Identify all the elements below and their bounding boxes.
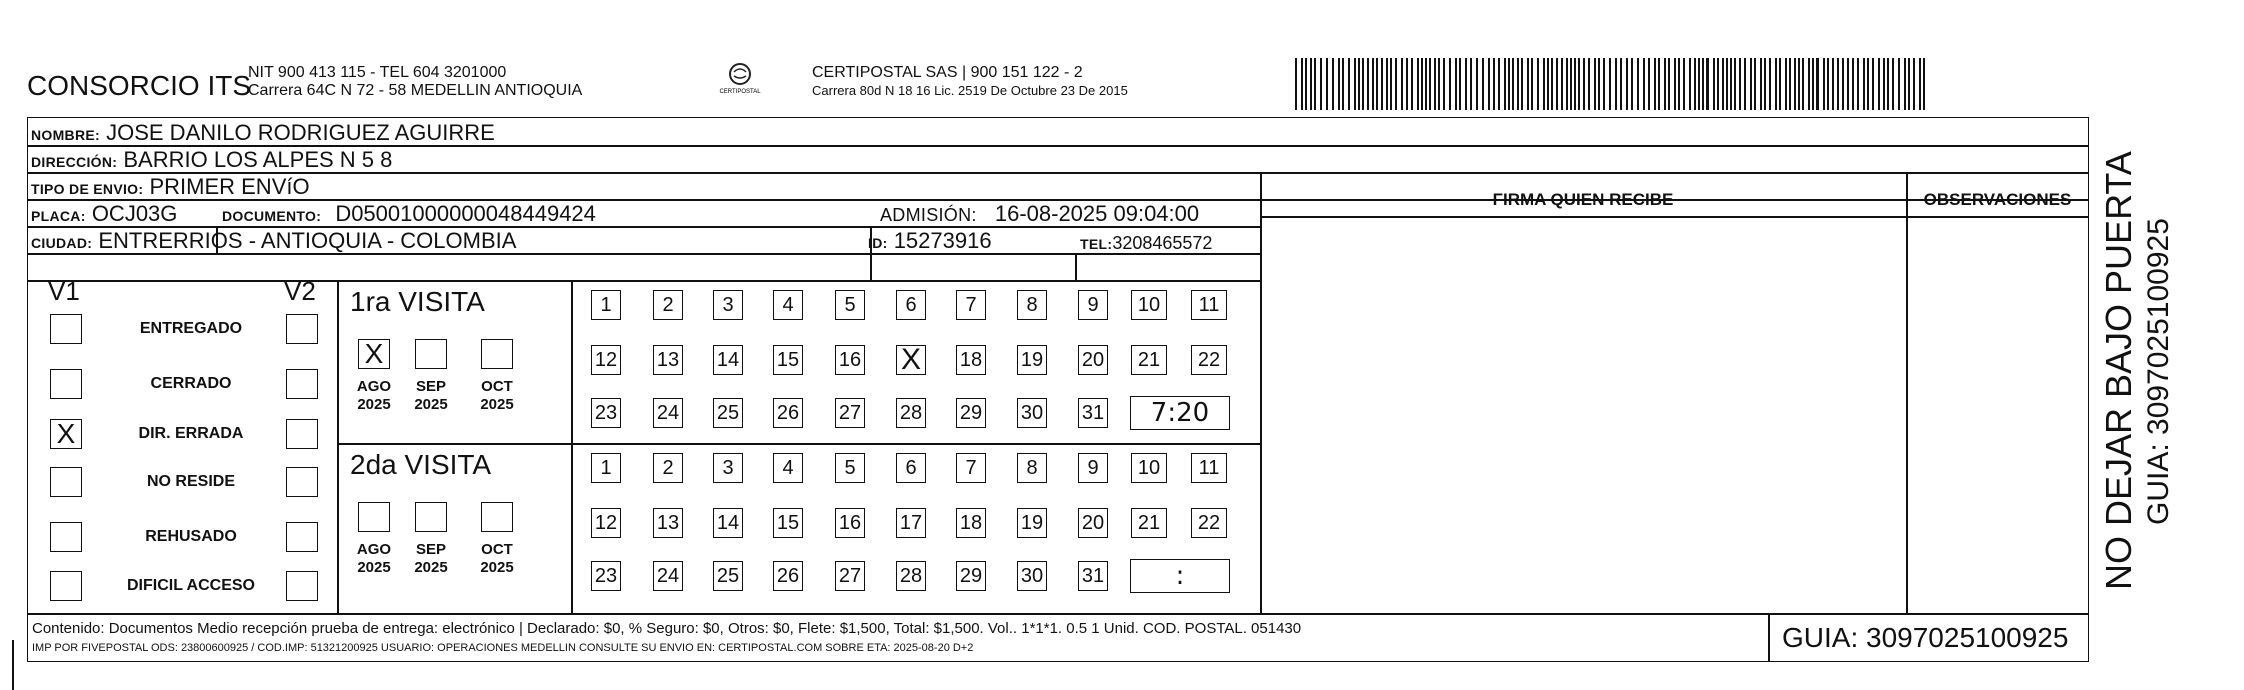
barcode-bar xyxy=(1417,58,1419,110)
day-box[interactable]: 15 xyxy=(773,508,803,538)
barcode-bar xyxy=(1816,58,1819,110)
barcode-bar xyxy=(1904,58,1906,110)
barcode-bar xyxy=(1488,58,1490,110)
month-label xyxy=(348,541,400,577)
barcode-bar xyxy=(1643,58,1645,110)
v2-checkbox[interactable] xyxy=(286,314,318,344)
documento-value: D05001000000048449424 xyxy=(335,201,596,226)
placa-value: OCJ03G xyxy=(91,201,178,226)
barcode-bar xyxy=(1739,58,1741,110)
barcode-bar xyxy=(1401,58,1403,110)
barcode-bar xyxy=(1449,58,1451,110)
nombre-label: NOMBRE: xyxy=(31,127,100,143)
v2-checkbox[interactable] xyxy=(286,467,318,497)
barcode-bar xyxy=(1698,58,1700,110)
barcode-bar xyxy=(1847,58,1849,110)
barcode-bar xyxy=(1561,58,1563,110)
side-notice: NO DEJAR BAJO PUERTA xyxy=(2098,151,2139,590)
barcode-bar xyxy=(1338,58,1340,110)
barcode-bar xyxy=(1314,58,1316,110)
barcode-bar xyxy=(1551,58,1553,110)
documento-label: DOCUMENTO: xyxy=(222,208,322,224)
barcode-bar xyxy=(1386,58,1388,110)
day-box[interactable]: 13 xyxy=(653,508,683,538)
barcode-bar xyxy=(1429,58,1431,110)
barcode-bar xyxy=(1588,58,1590,110)
barcode-bar xyxy=(1734,58,1736,110)
day-box[interactable]: 29 xyxy=(956,398,986,428)
company-name: CONSORCIO ITS xyxy=(27,70,252,101)
barcode-bar xyxy=(1802,58,1804,110)
tipo-row xyxy=(31,174,310,202)
day-box[interactable]: 9 xyxy=(1078,453,1108,483)
day-box[interactable]: 2 xyxy=(653,290,683,320)
barcode-bar xyxy=(1395,58,1397,110)
month-year: 2025 xyxy=(357,396,391,413)
admision-label: ADMISIÓN: xyxy=(880,205,977,225)
tel-label: TEL: xyxy=(1080,236,1113,252)
day-box[interactable]: 1 xyxy=(591,290,621,320)
day-box[interactable]: 17 xyxy=(896,508,926,538)
month-name: SEP xyxy=(415,378,446,395)
barcode-bar xyxy=(1598,58,1600,110)
company-nit: NIT 900 413 115 - TEL 604 3201000 xyxy=(248,64,507,81)
carrier-name: CERTIPOSTAL SAS | 900 151 122 - 2 xyxy=(812,64,1083,81)
day-box[interactable]: 5 xyxy=(835,453,865,483)
day-box[interactable]: 26 xyxy=(773,398,803,428)
barcode-bar xyxy=(1923,58,1925,110)
certipostal-logo xyxy=(710,60,770,100)
day-box[interactable]: 1 xyxy=(591,453,621,483)
barcode-bar xyxy=(1713,58,1715,110)
barcode-bar xyxy=(1348,58,1350,110)
barcode-bar xyxy=(1574,58,1576,110)
day-box[interactable]: 18 xyxy=(956,345,986,375)
time-box[interactable]: 7:20 xyxy=(1130,396,1230,430)
v1-checkbox[interactable] xyxy=(50,522,82,552)
barcode-bar xyxy=(1626,58,1628,110)
day-box[interactable]: 7 xyxy=(956,290,986,320)
day-box[interactable]: 5 xyxy=(835,290,865,320)
day-box[interactable]: 30 xyxy=(1017,561,1047,591)
barcode-bar xyxy=(1332,58,1334,110)
month-year: 2025 xyxy=(414,396,448,413)
barcode-bar xyxy=(1434,58,1436,110)
barcode-bar xyxy=(1812,58,1814,110)
day-box[interactable]: 6 xyxy=(896,290,926,320)
day-box[interactable]: 27 xyxy=(835,561,865,591)
barcode-bar xyxy=(1508,58,1510,110)
ciudad-label: CIUDAD: xyxy=(31,235,93,251)
barcode-bar xyxy=(1406,58,1408,110)
day-box[interactable]: 22 xyxy=(1191,508,1227,538)
barcode-bar xyxy=(1883,58,1885,110)
day-box[interactable]: 6 xyxy=(896,453,926,483)
barcode-bar xyxy=(1425,58,1427,110)
barcode-bar xyxy=(1908,58,1910,110)
barcode-bar xyxy=(1706,58,1709,110)
barcode-bar xyxy=(1455,58,1457,110)
month-year: 2025 xyxy=(480,396,514,413)
day-box[interactable]: 25 xyxy=(713,398,743,428)
status-label: NO RESIDE xyxy=(146,473,235,490)
barcode-bar xyxy=(1320,58,1322,110)
day-box[interactable]: 10 xyxy=(1131,453,1167,483)
barcode-bar xyxy=(1689,58,1691,110)
status-label: CERRADO xyxy=(150,375,232,392)
barcode-bar xyxy=(1305,58,1307,110)
barcode-bar xyxy=(1372,58,1374,110)
barcode xyxy=(1295,58,1927,110)
company-info xyxy=(248,64,582,100)
day-box[interactable]: 14 xyxy=(713,345,743,375)
v2-checkbox[interactable] xyxy=(286,571,318,601)
barcode-bar xyxy=(1878,58,1880,110)
nombre-row xyxy=(31,120,495,148)
barcode-bar xyxy=(1722,58,1724,110)
logo-text: CERTIPOSTAL xyxy=(719,89,761,95)
direccion-row xyxy=(31,147,392,175)
barcode-bar xyxy=(1354,58,1356,110)
barcode-bar xyxy=(1694,58,1696,110)
barcode-bar xyxy=(1342,58,1344,110)
barcode-bar xyxy=(1482,58,1484,110)
day-box[interactable]: 20 xyxy=(1078,345,1108,375)
day-box[interactable]: 8 xyxy=(1017,290,1047,320)
barcode-bar xyxy=(1769,58,1771,110)
barcode-bar xyxy=(1674,58,1676,110)
footer-guia: GUIA: 3097025100925 xyxy=(1782,622,2069,653)
barcode-bar xyxy=(1764,58,1766,110)
barcode-bar xyxy=(1637,58,1639,110)
day-box[interactable]: X xyxy=(896,345,926,375)
month-name: AGO xyxy=(356,541,392,558)
barcode-bar xyxy=(1310,58,1312,110)
month-checkbox[interactable] xyxy=(481,339,513,369)
day-box[interactable]: 31 xyxy=(1078,398,1108,428)
month-name: AGO xyxy=(356,378,392,395)
v1-checkbox[interactable] xyxy=(50,571,82,601)
barcode-bar xyxy=(1760,58,1762,110)
barcode-bar xyxy=(1808,58,1810,110)
direccion-value: BARRIO LOS ALPES N 5 8 xyxy=(123,147,393,172)
day-box[interactable]: 25 xyxy=(713,561,743,591)
barcode-bar xyxy=(1470,58,1472,110)
day-box[interactable]: 3 xyxy=(713,290,743,320)
v1-checkbox[interactable] xyxy=(50,314,82,344)
barcode-bar xyxy=(1683,58,1685,110)
barcode-bar xyxy=(1583,58,1585,110)
barcode-bar xyxy=(1827,58,1829,110)
barcode-bar xyxy=(1837,58,1839,110)
id-row xyxy=(868,228,992,256)
v1-checkbox[interactable] xyxy=(50,369,82,399)
month-checkbox[interactable] xyxy=(358,502,390,532)
v2-checkbox[interactable] xyxy=(286,522,318,552)
id-value: 15273916 xyxy=(893,228,992,253)
barcode-bar xyxy=(1730,58,1732,110)
barcode-bar xyxy=(1744,58,1746,110)
barcode-bar xyxy=(1381,58,1383,110)
barcode-bar xyxy=(1517,58,1519,110)
ciudad-row xyxy=(31,228,516,256)
barcode-bar xyxy=(1493,58,1495,110)
day-box[interactable]: 7 xyxy=(956,453,986,483)
barcode-bar xyxy=(1603,58,1605,110)
day-box[interactable]: 30 xyxy=(1017,398,1047,428)
barcode-bar xyxy=(1785,58,1787,110)
v1-checkbox[interactable]: X xyxy=(50,419,82,449)
barcode-bar xyxy=(1664,58,1666,110)
admision-row xyxy=(880,201,1199,228)
day-box[interactable]: 27 xyxy=(835,398,865,428)
barcode-bar xyxy=(1527,58,1529,110)
month-year: 2025 xyxy=(414,559,448,576)
barcode-bar xyxy=(1504,58,1506,110)
day-box[interactable]: 24 xyxy=(653,561,683,591)
day-box[interactable]: 16 xyxy=(835,508,865,538)
barcode-bar xyxy=(1775,58,1777,110)
barcode-bar xyxy=(1832,58,1834,110)
day-box[interactable]: 15 xyxy=(773,345,803,375)
barcode-bar xyxy=(1358,58,1360,110)
month-checkbox[interactable] xyxy=(481,502,513,532)
v2-label: V2 xyxy=(284,276,316,306)
barcode-bar xyxy=(1654,58,1656,110)
barcode-bar xyxy=(1301,58,1303,110)
barcode-bar xyxy=(1512,58,1514,110)
nombre-value: JOSE DANILO RODRIGUEZ AGUIRRE xyxy=(106,120,495,145)
admision-value: 16-08-2025 09:04:00 xyxy=(994,201,1200,226)
id-label: ID: xyxy=(868,235,888,251)
barcode-bar xyxy=(1852,58,1854,110)
barcode-bar xyxy=(1570,58,1572,110)
month-checkbox[interactable] xyxy=(415,339,447,369)
observaciones-header: OBSERVACIONES xyxy=(1923,190,2072,209)
day-box[interactable]: 26 xyxy=(773,561,803,591)
barcode-bar xyxy=(1443,58,1445,110)
month-year: 2025 xyxy=(480,559,514,576)
ciudad-value: ENTRERRIOS - ANTIOQUIA - COLOMBIA xyxy=(98,228,517,253)
month-checkbox[interactable]: X xyxy=(358,339,390,369)
barcode-bar xyxy=(1390,58,1392,110)
barcode-bar xyxy=(1717,58,1719,110)
day-box[interactable]: 3 xyxy=(713,453,743,483)
day-box[interactable]: 14 xyxy=(713,508,743,538)
tel-value: 3208465572 xyxy=(1112,233,1213,253)
barcode-bar xyxy=(1556,58,1558,110)
status-label: REHUSADO xyxy=(145,528,237,545)
barcode-bar xyxy=(1521,58,1523,110)
carrier-address: Carrera 80d N 18 16 Lic. 2519 De Octubre 23 De 2015 xyxy=(812,83,1128,98)
day-box[interactable]: 28 xyxy=(896,561,926,591)
barcode-bar xyxy=(1702,58,1704,110)
barcode-bar xyxy=(1892,58,1894,110)
barcode-bar xyxy=(1648,58,1650,110)
day-box[interactable]: 11 xyxy=(1191,453,1227,483)
barcode-bar xyxy=(1779,58,1781,110)
barcode-bar xyxy=(1631,58,1633,110)
placa-row xyxy=(31,201,177,229)
month-label xyxy=(405,378,457,414)
barcode-bar xyxy=(1919,58,1921,110)
month-label xyxy=(471,541,523,577)
status-label: DIR. ERRADA xyxy=(138,425,244,442)
barcode-bar xyxy=(1658,58,1660,110)
day-box[interactable]: 29 xyxy=(956,561,986,591)
day-box[interactable]: 31 xyxy=(1078,561,1108,591)
barcode-bar xyxy=(1295,58,1297,110)
day-box[interactable]: 4 xyxy=(773,453,803,483)
barcode-bar xyxy=(1543,58,1545,110)
day-box[interactable]: 21 xyxy=(1131,508,1167,538)
day-box[interactable]: 23 xyxy=(591,561,621,591)
barcode-bar xyxy=(1887,58,1889,110)
visit-title: 1ra VISITA xyxy=(350,286,485,317)
day-box[interactable]: 21 xyxy=(1131,345,1167,375)
month-name: SEP xyxy=(415,541,446,558)
day-box[interactable]: 16 xyxy=(835,345,865,375)
barcode-bar xyxy=(1789,58,1791,110)
day-box[interactable]: 19 xyxy=(1017,508,1047,538)
barcode-bar xyxy=(1578,58,1580,110)
barcode-bar xyxy=(1823,58,1825,110)
time-box[interactable]: : xyxy=(1130,559,1230,593)
tipo-label: TIPO DE ENVIO: xyxy=(31,181,144,197)
edge-mark xyxy=(12,640,14,690)
company-address: Carrera 64C N 72 - 58 MEDELLIN ANTIOQUIA xyxy=(248,82,583,99)
v1-label: V1 xyxy=(48,276,80,306)
barcode-bar xyxy=(1750,58,1752,110)
barcode-bar xyxy=(1668,58,1670,110)
status-label: ENTREGADO xyxy=(139,320,243,337)
barcode-bar xyxy=(1867,58,1869,110)
barcode-bar xyxy=(1411,58,1413,110)
barcode-bar xyxy=(1367,58,1369,110)
day-box[interactable]: 24 xyxy=(653,398,683,428)
barcode-bar xyxy=(1678,58,1680,110)
placa-label: PLACA: xyxy=(31,208,86,224)
month-label xyxy=(405,541,457,577)
day-box[interactable]: 13 xyxy=(653,345,683,375)
day-box[interactable]: 2 xyxy=(653,453,683,483)
carrier-info xyxy=(812,64,1128,100)
barcode-bar xyxy=(1615,58,1617,110)
barcode-bar xyxy=(1754,58,1756,110)
day-box[interactable]: 20 xyxy=(1078,508,1108,538)
month-year: 2025 xyxy=(357,559,391,576)
barcode-bar xyxy=(1898,58,1900,110)
barcode-bar xyxy=(1913,58,1915,110)
day-box[interactable]: 28 xyxy=(896,398,926,428)
month-label xyxy=(348,378,400,414)
barcode-bar xyxy=(1726,58,1728,110)
v2-checkbox[interactable] xyxy=(286,369,318,399)
month-checkbox[interactable] xyxy=(415,502,447,532)
barcode-bar xyxy=(1498,58,1500,110)
barcode-bar xyxy=(1459,58,1461,110)
month-label xyxy=(471,378,523,414)
barcode-bar xyxy=(1465,58,1467,110)
footer-print-info: IMP POR FIVEPOSTAL ODS: 23800600925 / COD.IMP: 51321200925 USUARIO: OPERACIONES MEDELLIN CONSULTE SU ENVIO EN: CERTIPOSTAL.COM SOBRE ETA: 2025-08-20 D+2 xyxy=(32,642,974,654)
barcode-bar xyxy=(1326,58,1328,110)
barcode-bar xyxy=(1594,58,1596,110)
month-name: OCT xyxy=(481,378,513,395)
barcode-bar xyxy=(1362,58,1364,110)
barcode-bar xyxy=(1798,58,1800,110)
day-box[interactable]: 8 xyxy=(1017,453,1047,483)
footer-content: Contenido: Documentos Medio recepción prueba de entrega: electrónico | Declarado: $0, % Seguro: $0, Otros: $0, Flete: $1,500, Total: $1,500. Vol.. 1*1*1. 0.5 1 Unid. COD. POSTAL. 051430 xyxy=(32,620,1302,637)
day-box[interactable]: 19 xyxy=(1017,345,1047,375)
side-guia: GUIA: 3097025100925 xyxy=(2142,218,2175,525)
day-box[interactable]: 23 xyxy=(591,398,621,428)
day-box[interactable]: 12 xyxy=(591,345,621,375)
tipo-value: PRIMER ENVíO xyxy=(149,174,310,199)
day-box[interactable]: 10 xyxy=(1131,290,1167,320)
day-box[interactable]: 22 xyxy=(1191,345,1227,375)
day-box[interactable]: 9 xyxy=(1078,290,1108,320)
barcode-bar xyxy=(1537,58,1539,110)
month-name: OCT xyxy=(481,541,513,558)
day-box[interactable]: 11 xyxy=(1191,290,1227,320)
barcode-bar xyxy=(1857,58,1859,110)
barcode-bar xyxy=(1566,58,1568,110)
barcode-bar xyxy=(1872,58,1874,110)
barcode-bar xyxy=(1376,58,1378,110)
direccion-label: DIRECCIÓN: xyxy=(31,154,118,170)
documento-row xyxy=(222,201,596,229)
day-box[interactable]: 18 xyxy=(956,508,986,538)
tel-row xyxy=(1080,230,1212,257)
visit-title: 2da VISITA xyxy=(350,449,492,480)
barcode-bar xyxy=(1547,58,1549,110)
barcode-bar xyxy=(1863,58,1865,110)
day-box[interactable]: 12 xyxy=(591,508,621,538)
barcode-bar xyxy=(1421,58,1423,110)
barcode-bar xyxy=(1794,58,1796,110)
v1-checkbox[interactable] xyxy=(50,467,82,497)
barcode-bar xyxy=(1531,58,1533,110)
barcode-bar xyxy=(1476,58,1478,110)
firma-header: FIRMA QUIEN RECIBE xyxy=(1492,190,1674,209)
status-label: DIFICIL ACCESO xyxy=(126,577,255,594)
barcode-bar xyxy=(1842,58,1844,110)
day-box[interactable]: 4 xyxy=(773,290,803,320)
barcode-bar xyxy=(1438,58,1440,110)
barcode-bar xyxy=(1609,58,1611,110)
barcode-bar xyxy=(1620,58,1622,110)
v2-checkbox[interactable] xyxy=(286,419,318,449)
